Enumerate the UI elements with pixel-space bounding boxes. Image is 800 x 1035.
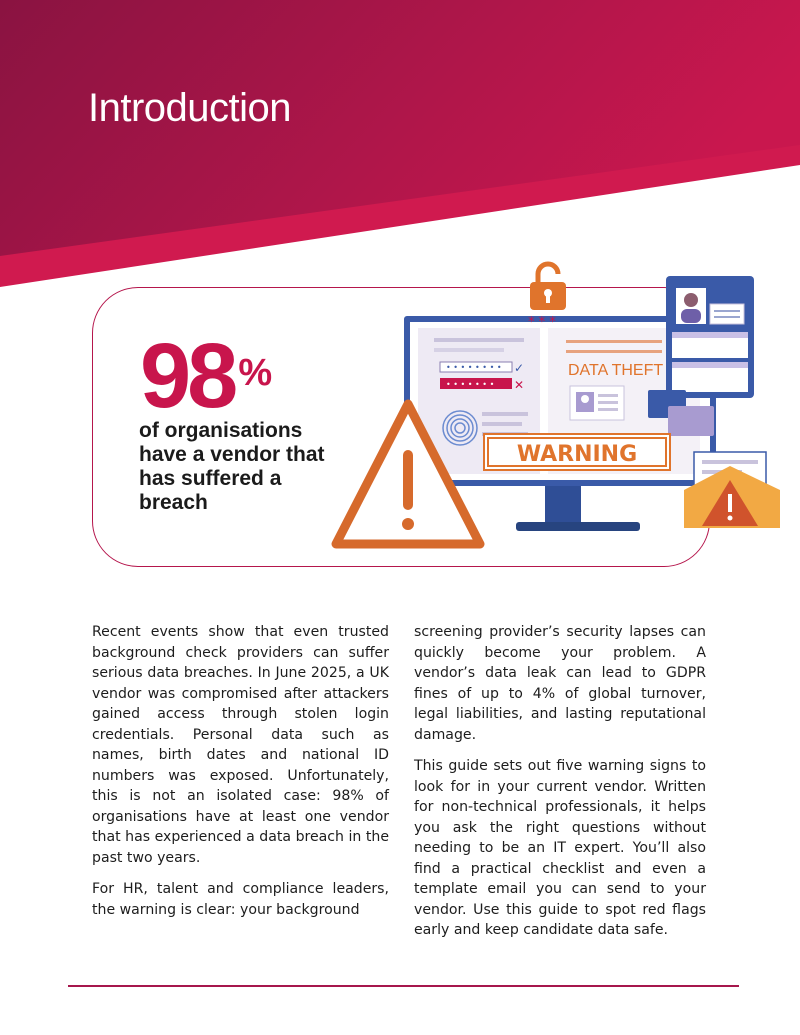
svg-text:✓: ✓	[514, 361, 525, 375]
warning-badge	[484, 434, 670, 470]
stat-percent: %	[238, 352, 273, 394]
warning-illustration	[330, 258, 790, 558]
footer-divider	[68, 985, 739, 987]
envelope-warning-icon	[684, 452, 780, 528]
data-theft-label: DATA THEFT	[568, 362, 664, 379]
body-column-right	[414, 622, 706, 952]
monitor-stand	[516, 484, 640, 531]
stat-caption: of organisations have a vendor that has suffered a breach	[139, 419, 325, 514]
body-paragraph: Recent events show that even trusted background check providers can suffer serious data breaches. In June 2025, a UK vendor was compromised after attackers gained access through stolen login credentials. Personal data such as names, birth dates and national ID numbers was exposed. Unfortunately, this is not an isolated case: 98% of organisations have at least one vendor that has experienced a data breach in the past two years.	[92, 624, 389, 866]
stat-number: 98	[140, 325, 235, 427]
id-card-device	[666, 276, 754, 398]
page-title: Introduction	[88, 86, 292, 130]
password-dots-2: • • • • • • •	[446, 380, 495, 389]
header-band	[0, 0, 800, 300]
body-paragraph-continued: screening provider’s security lapses can quickly become your problem. A vendor’s data leak can lead to GDPR fines of up to 4% of global turnover, legal liabilities, and lasting reputational damage.	[414, 624, 706, 743]
warning-label: WARNING	[516, 442, 638, 467]
asterisks: * * *	[528, 315, 556, 330]
body-column-left	[92, 622, 389, 931]
password-dots-1: • • • • • • • •	[446, 363, 502, 372]
stat-figure	[140, 325, 273, 427]
svg-text:✕: ✕	[514, 378, 525, 392]
body-paragraph: This guide sets out five warning signs to look for in your current vendor. Written for non-technical professionals, it helps you ask the right questions without needing to be an IT expert. You’ll also find a practical checklist and even a template email you can send to your vendor. Use this guide to spot red flags early and keep candidate data safe.	[414, 758, 706, 938]
body-paragraph: For HR, talent and compliance leaders, the warning is clear: your background	[92, 881, 389, 918]
